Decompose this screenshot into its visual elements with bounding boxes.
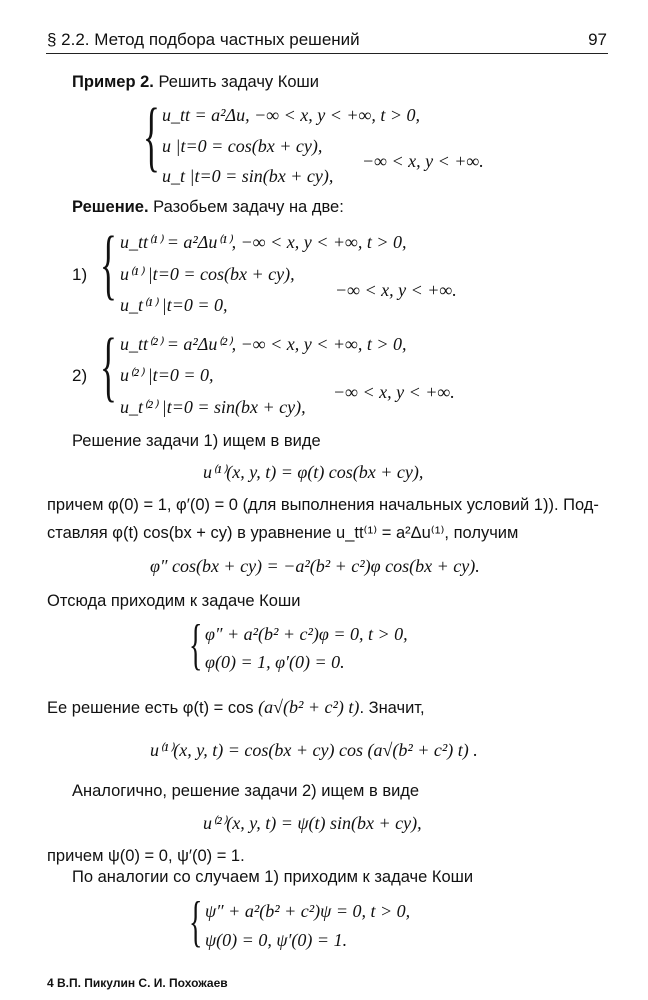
example-label: Пример 2. (72, 73, 154, 91)
sys2-line2: u⁽²⁾ |t=0 = 0, (120, 365, 214, 385)
equation-3: u⁽¹⁾(x, y, t) = cos(bx + cy) cos (a√(b² + c²) t) . (150, 740, 478, 760)
brace-system2: { (100, 322, 117, 409)
sys3-line1: φ″ + a²(b² + c²)φ = 0, t > 0, (205, 624, 408, 644)
paragraph-2a: причем φ(0) = 1, φ′(0) = 0 (для выполнения начальных условий 1)). Под- (47, 496, 599, 514)
paragraph-6: причем ψ(0) = 0, ψ′(0) = 1. (47, 847, 245, 865)
equation-2: φ″ cos(bx + cy) = −a²(b² + c²)φ cos(bx + cy). (150, 556, 480, 576)
header-title: § 2.2. Метод подбора частных решений (47, 30, 360, 49)
sys2-domain: −∞ < x, y < +∞. (333, 382, 455, 402)
paragraph-4-formula: (a√(b² + c²) t) (258, 697, 360, 717)
example-text: Решить задачу Коши (158, 73, 319, 91)
sys0-line3: u_t |t=0 = sin(bx + cy), (162, 166, 334, 186)
paragraph-5: Аналогично, решение задачи 2) ищем в виде (72, 782, 420, 800)
sys0-domain: −∞ < x, y < +∞. (362, 151, 484, 171)
system2-label: 2) (72, 366, 88, 385)
sys1-line3: u_t⁽¹⁾ |t=0 = 0, (120, 295, 228, 315)
page-number: 97 (588, 30, 607, 49)
system1-label: 1) (72, 265, 88, 284)
equation-1: u⁽¹⁾(x, y, t) = φ(t) cos(bx + cy), (203, 462, 424, 482)
brace-system1: { (100, 220, 117, 307)
sys1-line2: u⁽¹⁾ |t=0 = cos(bx + cy), (120, 264, 295, 284)
paragraph-4 (47, 697, 425, 718)
paragraph-4-end: . Значит, (359, 699, 425, 717)
paragraph-4-start: Ее решение есть φ(t) = cos (47, 699, 254, 717)
footer-signature: 4 В.П. Пикулин С. И. Похожаев (47, 976, 228, 990)
equation-4: u⁽²⁾(x, y, t) = ψ(t) sin(bx + cy), (203, 813, 422, 833)
solution-label: Решение. (72, 198, 149, 216)
paragraph-1: Решение задачи 1) ищем в виде (72, 432, 321, 450)
sys4-line2: ψ(0) = 0, ψ′(0) = 1. (205, 930, 348, 950)
sys0-line2: u |t=0 = cos(bx + cy), (162, 136, 323, 156)
solution-text: Разобьем задачу на две: (153, 198, 344, 216)
brace-system0: { (143, 92, 160, 179)
brace-system4: { (189, 891, 203, 953)
example-heading (72, 73, 319, 92)
sys2-line1: u_tt⁽²⁾ = a²Δu⁽²⁾, −∞ < x, y < +∞, t > 0, (120, 334, 407, 354)
solution-heading (72, 198, 344, 217)
sys3-line2: φ(0) = 1, φ′(0) = 0. (205, 652, 345, 672)
paragraph-3: Отсюда приходим к задаче Коши (47, 592, 301, 610)
sys1-domain: −∞ < x, y < +∞. (335, 280, 457, 300)
sys2-line3: u_t⁽²⁾ |t=0 = sin(bx + cy), (120, 397, 306, 417)
paragraph-2b: ставляя φ(t) cos(bx + cy) в уравнение u_tt⁽¹⁾ = a²Δu⁽¹⁾, получим (47, 524, 519, 542)
sys4-line1: ψ″ + a²(b² + c²)ψ = 0, t > 0, (205, 901, 411, 921)
header-rule (46, 53, 608, 54)
sys1-line1: u_tt⁽¹⁾ = a²Δu⁽¹⁾, −∞ < x, y < +∞, t > 0, (120, 232, 407, 252)
running-header (47, 30, 607, 50)
brace-system3: { (189, 614, 203, 676)
sys0-line1: u_tt = a²Δu, −∞ < x, y < +∞, t > 0, (162, 105, 420, 125)
paragraph-7: По аналогии со случаем 1) приходим к задаче Коши (72, 868, 474, 886)
